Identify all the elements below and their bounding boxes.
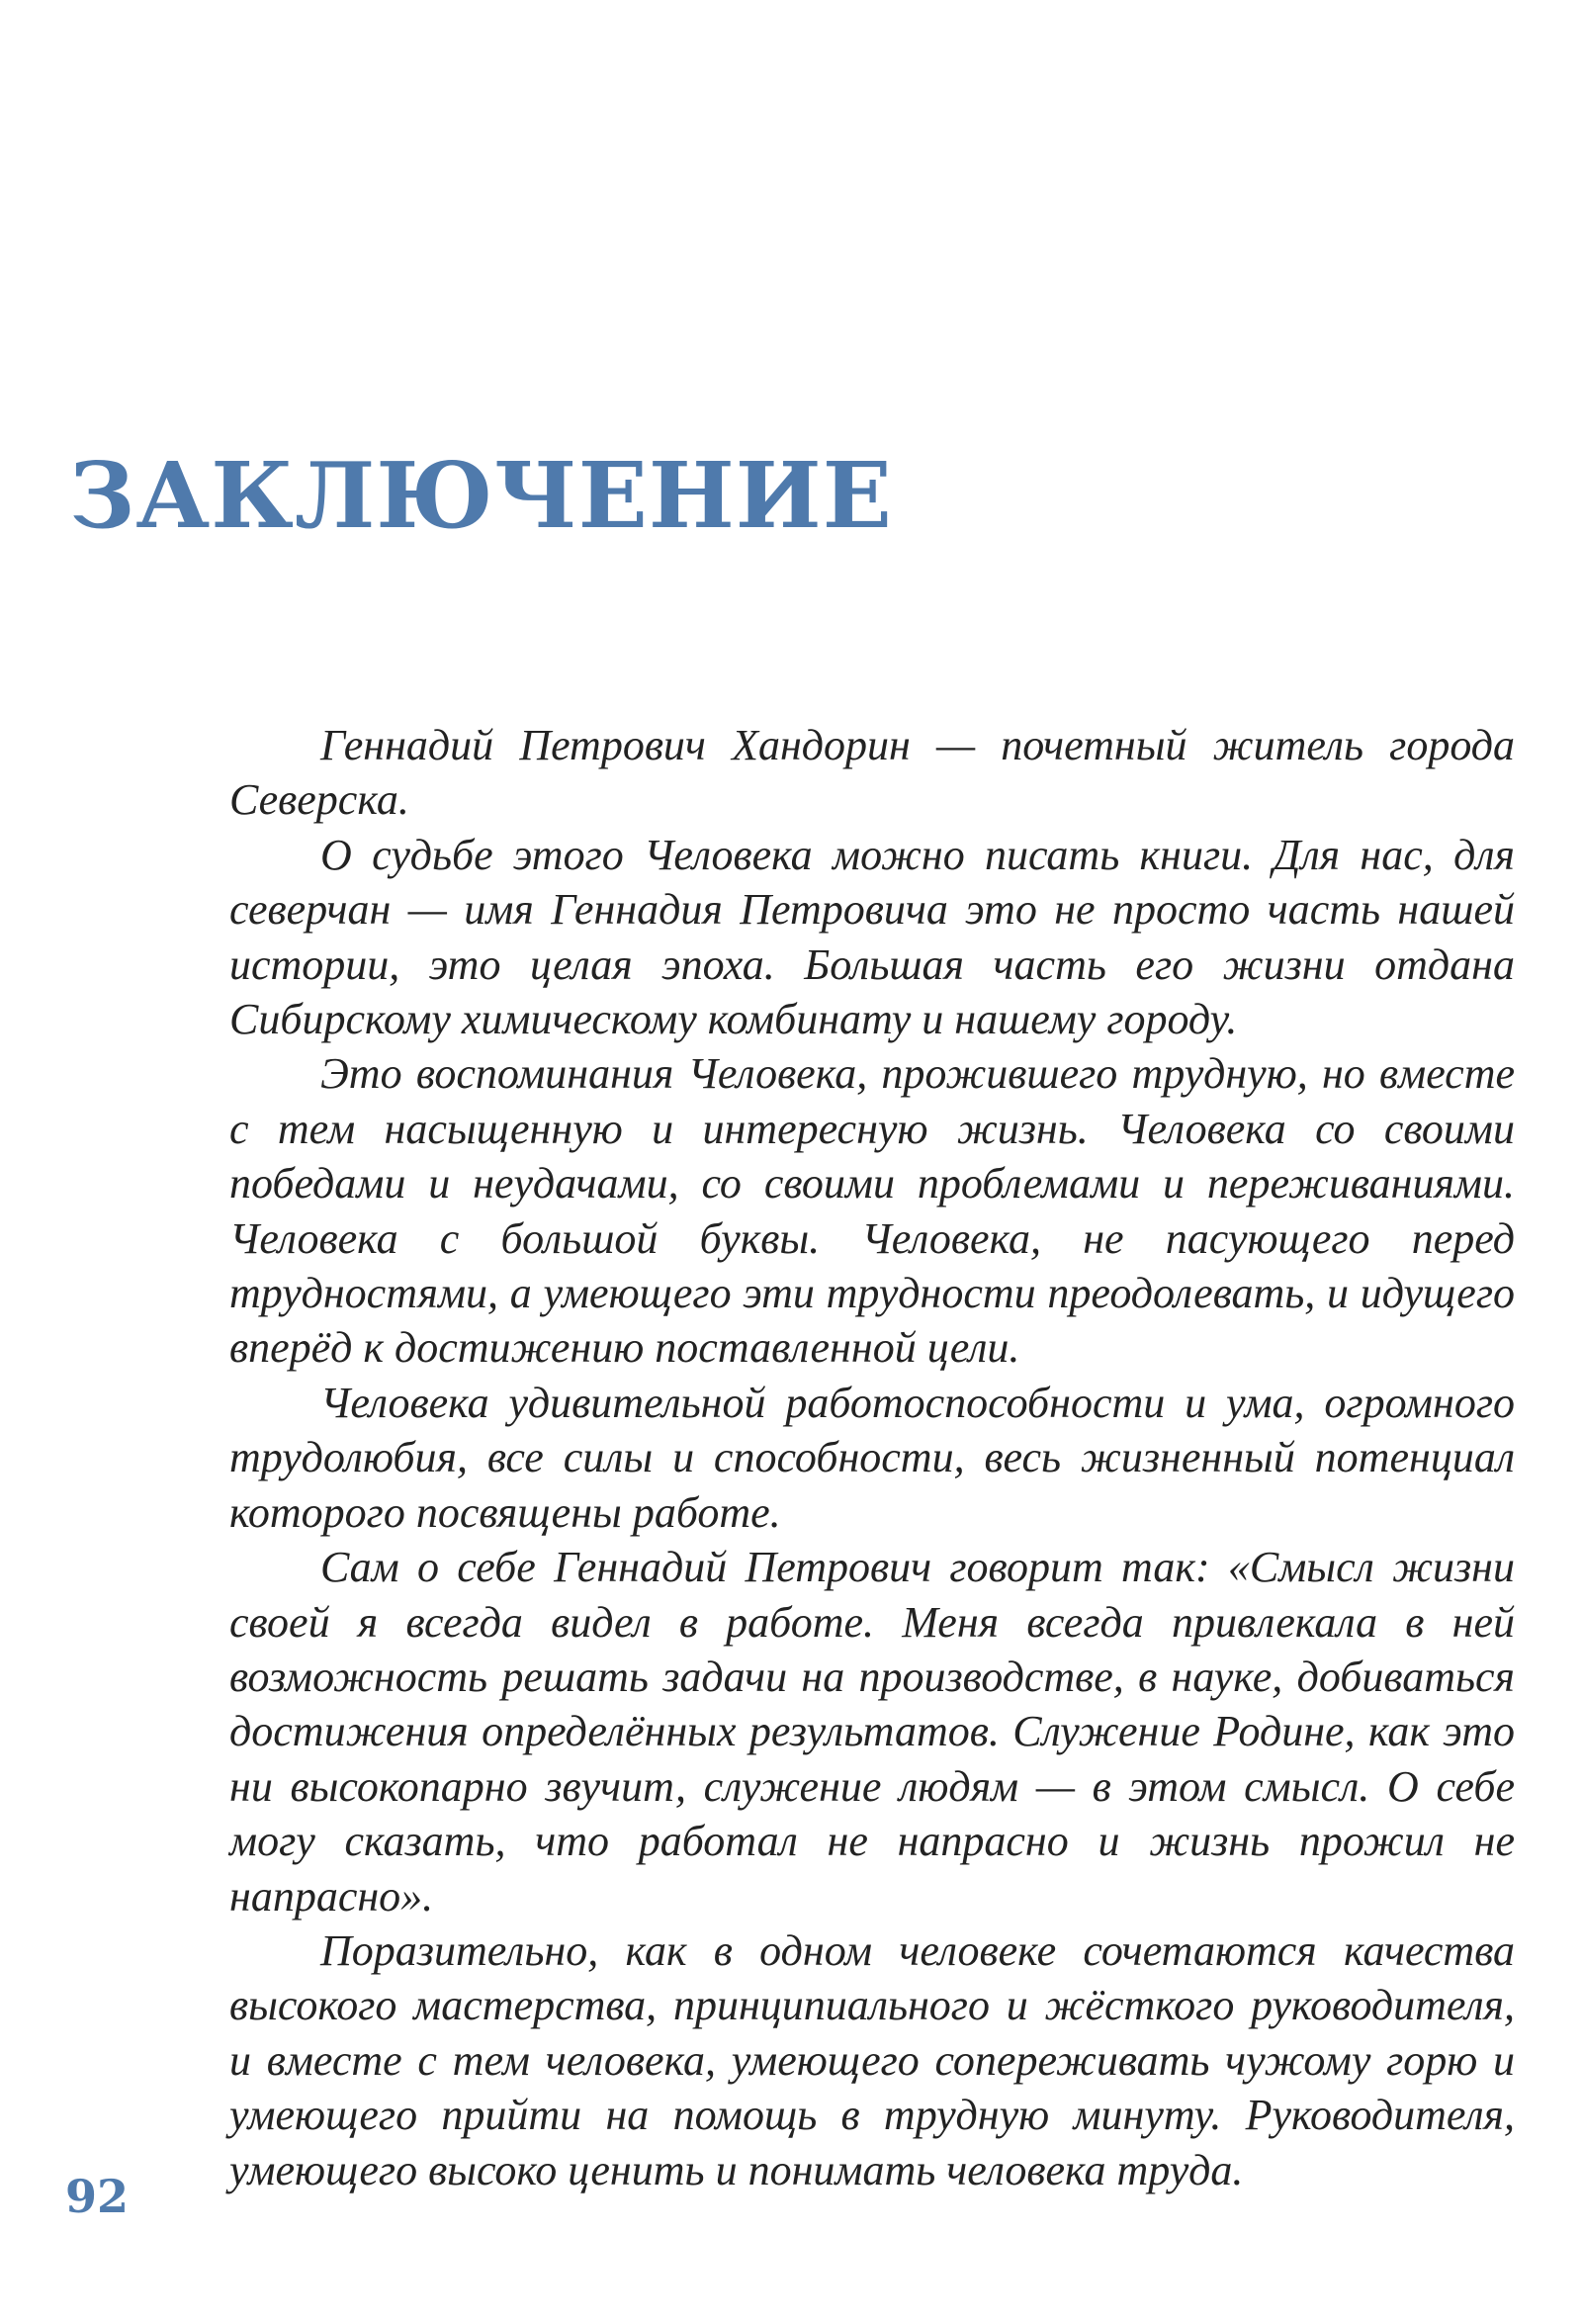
body-text: [229, 718, 1515, 2197]
paragraph: Сам о себе Геннадий Петрович говорит так: «Смысл жизни своей я всегда видел в работе. Меня всегда привлекала в ней возможность решать задачи на производстве, в науке, добиваться достижения определённых результатов. Служение Родине, как это ни высокопарно звучит, служение людям — в этом смысл. О себе могу сказать, что работал не напрасно и жизнь прожил не напрасно».: [229, 1543, 1515, 1921]
page-number: 92: [65, 2170, 130, 2223]
paragraph: Поразительно, как в одном человеке сочетаются качества высокого мастерства, принципиального и жёсткого руководителя, и вместе с тем человека, умеющего сопереживать чужому горю и умеющего прийти на помощь в трудную минуту. Руководителя, умеющего высоко ценить и понимать человека труда.: [229, 1925, 1515, 2194]
page-title: ЗАКЛЮЧЕНИЕ: [69, 442, 893, 549]
paragraph: Человека удивительной работоспособности и ума, огромного трудолюбия, все силы и способности, весь жизненный потенциал которого посвящены работе.: [229, 1378, 1515, 1537]
paragraph: О судьбе этого Человека можно писать книги. Для нас, для северчан — имя Геннадия Петровича это не просто часть нашей истории, это целая эпоха. Большая часть его жизни отдана Сибирскому химическому комбинату и нашему городу.: [229, 830, 1515, 1044]
paragraph: Это воспоминания Человека, прожившего трудную, но вместе с тем насыщенную и интересную жизнь. Человека со своими победами и неудачами, со своими проблемами и переживаниями. Человека с большой буквы. Человека, не пасующего перед трудностями, а умеющего эти трудности преодолевать, и идущего вперёд к достижению поставленной цели.: [229, 1049, 1515, 1373]
paragraph: Геннадий Петрович Хандорин — почетный житель города Северска.: [229, 721, 1515, 825]
